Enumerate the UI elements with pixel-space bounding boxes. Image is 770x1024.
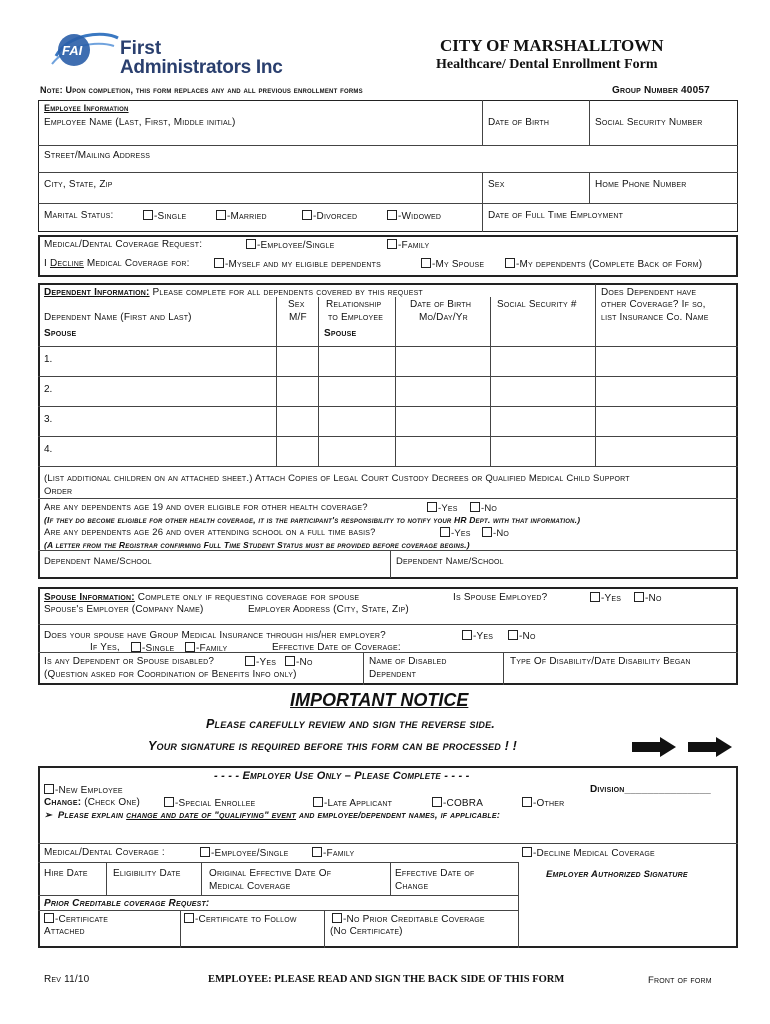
cobra[interactable]: -COBRA bbox=[432, 797, 483, 809]
spouse-single-checkbox[interactable] bbox=[131, 642, 141, 652]
q26: Are any dependents age 26 and over attending school on a full time basis? bbox=[44, 527, 376, 538]
group-insurance-yes-checkbox[interactable] bbox=[462, 630, 472, 640]
eff-change-label: Effective Date of bbox=[395, 868, 475, 879]
hire-date-label: Hire Date bbox=[44, 868, 88, 879]
if-yes-label: If Yes, bbox=[90, 642, 120, 653]
logo-text-first: First bbox=[120, 38, 162, 59]
q26-no[interactable]: -No bbox=[482, 527, 509, 539]
spouse-employed-no-checkbox[interactable] bbox=[634, 592, 644, 602]
fai-logo-mark bbox=[48, 26, 128, 76]
street-label: Street/Mailing Address bbox=[44, 150, 151, 161]
col-other-3: list Insurance Co. Name bbox=[601, 312, 709, 323]
employer-decline[interactable]: -Decline Medical Coverage bbox=[522, 847, 655, 859]
notice-line-2: Your signature is required before this form can be processed ! ! bbox=[148, 739, 518, 753]
city-state-zip-label: City, State, Zip bbox=[44, 179, 113, 190]
prior-coverage-label: Prior Creditable coverage Request: bbox=[44, 898, 210, 909]
other-checkbox[interactable] bbox=[522, 797, 532, 807]
disabled-yes[interactable]: -Yes bbox=[245, 656, 276, 668]
no-prior-checkbox[interactable] bbox=[332, 913, 342, 923]
col-ssn: Social Security # bbox=[497, 299, 577, 310]
name-disabled-label-2: Dependent bbox=[369, 669, 417, 680]
group-insurance-yes[interactable]: -Yes bbox=[462, 630, 493, 642]
eff-change-label-2: Change bbox=[395, 881, 429, 892]
q26-note: (A letter from the Registrar confirming Full Time Student Status must be provided before coverage begins.) bbox=[44, 540, 470, 550]
widowed-checkbox[interactable] bbox=[387, 210, 397, 220]
q19-no[interactable]: -No bbox=[470, 502, 497, 514]
med-coverage-label: Medical/Dental Coverage : bbox=[44, 847, 165, 858]
dep-school-2: Dependent Name/School bbox=[396, 556, 504, 567]
decline-myself[interactable]: -Myself and my eligible dependents bbox=[214, 258, 381, 270]
employer-family[interactable]: -Family bbox=[312, 847, 354, 859]
ssn-label: Social Security Number bbox=[595, 117, 703, 128]
spouse-family-checkbox[interactable] bbox=[185, 642, 195, 652]
q26-yes[interactable]: -Yes bbox=[440, 527, 471, 539]
fulltime-label: Date of Full Time Employment bbox=[488, 210, 624, 221]
group-number: Group Number 40057 bbox=[612, 85, 710, 96]
new-employee-checkbox[interactable] bbox=[44, 784, 54, 794]
arrow-right-icon bbox=[632, 737, 676, 757]
effective-date-label: Effective Date of Coverage: bbox=[272, 642, 401, 653]
group-insurance-no-checkbox[interactable] bbox=[508, 630, 518, 640]
late-applicant[interactable]: -Late Applicant bbox=[313, 797, 392, 809]
col-name: Dependent Name (First and Last) bbox=[44, 312, 192, 323]
employer-family-checkbox[interactable] bbox=[312, 847, 322, 857]
spouse-single[interactable]: -Single bbox=[131, 642, 174, 654]
special-enrollee[interactable]: -Special Enrollee bbox=[164, 797, 255, 809]
col-other-2: other Coverage? If so, bbox=[601, 299, 706, 310]
spouse-employed-yes-checkbox[interactable] bbox=[590, 592, 600, 602]
orig-effective-label-2: Medical Coverage bbox=[209, 881, 291, 892]
eligibility-date-label: Eligibility Date bbox=[113, 868, 181, 879]
home-phone-label: Home Phone Number bbox=[595, 179, 687, 190]
employee-section-title: Employee Information bbox=[44, 103, 129, 113]
q26-yes-checkbox[interactable] bbox=[440, 527, 450, 537]
dob-label: Date of Birth bbox=[488, 117, 550, 128]
row-2: 2. bbox=[44, 384, 53, 395]
orig-effective-label: Original Effective Date Of bbox=[209, 868, 332, 879]
cert-attached[interactable]: -Certificate bbox=[44, 913, 108, 925]
dep-school-1: Dependent Name/School bbox=[44, 556, 152, 567]
family-checkbox[interactable] bbox=[387, 239, 397, 249]
name-disabled-label: Name of Disabled bbox=[369, 656, 447, 667]
employer-decline-checkbox[interactable] bbox=[522, 847, 532, 857]
no-prior[interactable]: -No Prior Creditable Coverage bbox=[332, 913, 485, 925]
row-1: 1. bbox=[44, 354, 53, 365]
col-dob-2: Mo/Day/Yr bbox=[419, 312, 468, 323]
bullet-arrow-icon: ➢ bbox=[44, 810, 58, 821]
col-dob: Date of Birth bbox=[410, 299, 472, 310]
arrow-right-icon bbox=[688, 737, 732, 757]
list-note-2: Order bbox=[44, 486, 73, 497]
new-employee[interactable]: -New Employee bbox=[44, 784, 123, 796]
marital-label: Marital Status: bbox=[44, 210, 114, 221]
spouse-employed-yes[interactable]: -Yes bbox=[590, 592, 621, 604]
other[interactable]: -Other bbox=[522, 797, 564, 809]
row-spouse-relationship: Spouse bbox=[324, 328, 357, 339]
marital-single[interactable]: -Single bbox=[143, 210, 186, 222]
disabled-no[interactable]: -No bbox=[285, 656, 313, 668]
disabled-no-checkbox[interactable] bbox=[285, 656, 295, 666]
single-checkbox[interactable] bbox=[143, 210, 153, 220]
col-other-1: Does Dependent have bbox=[601, 287, 697, 298]
special-enrollee-checkbox[interactable] bbox=[164, 797, 174, 807]
q26-no-checkbox[interactable] bbox=[482, 527, 492, 537]
q19-yes-checkbox[interactable] bbox=[427, 502, 437, 512]
notice-line-1: Please carefully review and sign the reverse side. bbox=[206, 717, 495, 731]
spouse-header: Spouse Information: Complete only if requesting coverage for spouse bbox=[44, 592, 360, 603]
disabled-yes-checkbox[interactable] bbox=[245, 656, 255, 666]
married-checkbox[interactable] bbox=[216, 210, 226, 220]
coverage-request-label: Medical/Dental Coverage Request: bbox=[44, 239, 203, 250]
col-relationship-2: to Employee bbox=[328, 312, 384, 323]
q19-no-checkbox[interactable] bbox=[470, 502, 480, 512]
late-applicant-checkbox[interactable] bbox=[313, 797, 323, 807]
form-title: Healthcare/ Dental Enrollment Form bbox=[436, 57, 658, 72]
sex-label: Sex bbox=[488, 179, 505, 190]
decline-spouse[interactable]: -My Spouse bbox=[421, 258, 484, 270]
note: Note: Upon completion, this form replaces any and all previous enrollment forms bbox=[40, 85, 363, 95]
footer-instruction: EMPLOYEE: PLEASE READ AND SIGN THE BACK SIDE OF THIS FORM bbox=[208, 974, 565, 985]
decline-myself-checkbox[interactable] bbox=[214, 258, 224, 268]
cert-attached-2: Attached bbox=[44, 926, 85, 937]
spouse-employed-no[interactable]: -No bbox=[634, 592, 662, 604]
no-prior-2: (No Certificate) bbox=[330, 926, 403, 937]
division-field[interactable]: Division_______________ bbox=[590, 784, 711, 795]
employer-signature-label: Employer Authorized Signature bbox=[546, 869, 688, 880]
employee-name-label: Employee Name (Last, First, Middle initial) bbox=[44, 117, 236, 128]
employer-address-label: Employer Address (City, State, Zip) bbox=[248, 604, 409, 615]
marital-married[interactable]: -Married bbox=[216, 210, 267, 222]
cert-follow[interactable]: -Certificate to Follow bbox=[184, 913, 297, 925]
svg-text:FAI: FAI bbox=[62, 43, 83, 58]
cob-note: (Question asked for Coordination of Benefits Info only) bbox=[44, 669, 297, 680]
employer-use-title: - - - - Employer Use Only – Please Complete - - - - bbox=[214, 770, 470, 782]
logo-text-company: Administrators Inc bbox=[120, 57, 283, 78]
spouse-employer-label: Spouse's Employer (Company Name) bbox=[44, 604, 204, 615]
dependent-header: Dependent Information: Please complete for all dependents covered by this request bbox=[44, 287, 423, 298]
q19: Are any dependents age 19 and over eligible for other health coverage? bbox=[44, 502, 368, 513]
front-of-form: Front of form bbox=[648, 975, 712, 986]
row-spouse: Spouse bbox=[44, 328, 77, 339]
spouse-employed-label: Is Spouse Employed? bbox=[453, 592, 548, 603]
explain-instructions: ➢ Please explain change and date of "qualifying" event and employee/dependent names, if applicable: bbox=[44, 810, 501, 821]
row-3: 3. bbox=[44, 414, 53, 425]
row-4: 4. bbox=[44, 444, 53, 455]
divorced-checkbox[interactable] bbox=[302, 210, 312, 220]
employer-emp-single-checkbox[interactable] bbox=[200, 847, 210, 857]
disabled-q: Is any Dependent or Spouse disabled? bbox=[44, 656, 215, 667]
decline-dependents[interactable]: -My dependents (Complete Back of Form) bbox=[505, 258, 702, 270]
decline-label: I Decline Medical Coverage for: bbox=[44, 258, 190, 269]
spouse-family[interactable]: -Family bbox=[185, 642, 227, 654]
q19-yes[interactable]: -Yes bbox=[427, 502, 458, 514]
change-label: Change: (Check One) bbox=[44, 797, 141, 808]
decline-spouse-checkbox[interactable] bbox=[421, 258, 431, 268]
cert-follow-checkbox[interactable] bbox=[184, 913, 194, 923]
type-disability-label: Type Of Disability/Date Disability Began bbox=[510, 656, 691, 667]
col-sex: Sex bbox=[288, 299, 305, 310]
marital-divorced[interactable]: -Divorced bbox=[302, 210, 357, 222]
col-sex-mf: M/F bbox=[289, 312, 307, 323]
group-insurance-q: Does your spouse have Group Medical Insurance through his/her employer? bbox=[44, 630, 386, 641]
employee-single-checkbox[interactable] bbox=[246, 239, 256, 249]
cert-attached-checkbox[interactable] bbox=[44, 913, 54, 923]
cobra-checkbox[interactable] bbox=[432, 797, 442, 807]
marital-widowed[interactable]: -Widowed bbox=[387, 210, 441, 222]
q19-note: (If they do become eligible for other health coverage, it is the participant's responsibility to notify your HR Dept. with that information.) bbox=[44, 515, 581, 525]
city-title: CITY OF MARSHALLTOWN bbox=[440, 36, 664, 55]
employer-emp-single[interactable]: -Employee/Single bbox=[200, 847, 289, 859]
decline-dependents-checkbox[interactable] bbox=[505, 258, 515, 268]
revision: Rev 11/10 bbox=[44, 974, 90, 985]
coverage-employee-single[interactable]: -Employee/Single bbox=[246, 239, 335, 251]
coverage-family[interactable]: -Family bbox=[387, 239, 429, 251]
notice-title: IMPORTANT NOTICE bbox=[290, 690, 469, 710]
group-insurance-no[interactable]: -No bbox=[508, 630, 536, 642]
list-note: (List additional children on an attached sheet.) Attach Copies of Legal Court Custody Decrees or Qualified Medical Child Support bbox=[44, 473, 630, 484]
col-relationship: Relationship bbox=[326, 299, 382, 310]
